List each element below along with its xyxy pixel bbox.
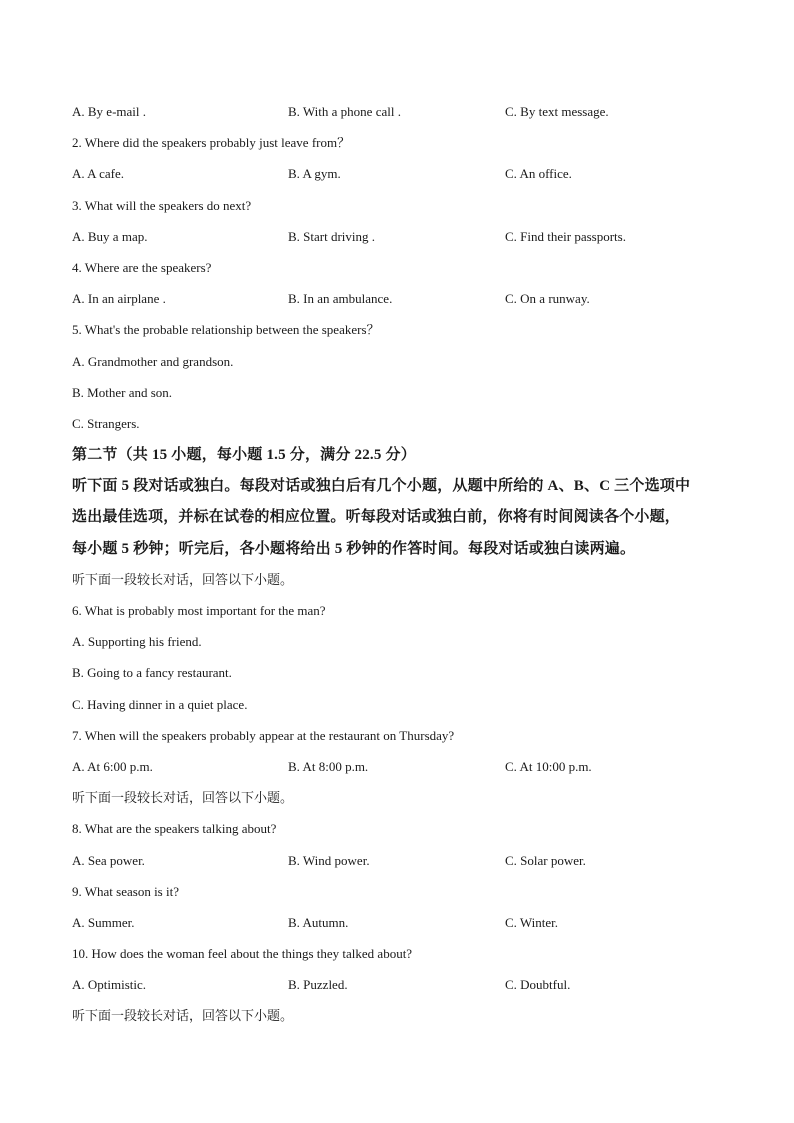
q8-question: 8. What are the speakers talking about? (72, 821, 277, 837)
q3-option-a: A. Buy a map. (72, 228, 148, 244)
q4-options (72, 289, 732, 320)
q1-option-a: A. By e-mail . (72, 104, 147, 119)
section2-directions-line-3: 每小题 5 秒钟；听完后，各小题将给出 5 秒钟的作答时间。每段对话或独白读两遍。 (72, 540, 636, 557)
q5-option-a: A. Grandmother and grandson. (72, 353, 234, 369)
q10-options (72, 975, 732, 1006)
q8-option-a: A. Sea power. (72, 852, 145, 868)
q7-option-a: A. At 6:00 p.m. (72, 758, 153, 774)
q6-option-b: B. Going to a fancy restaurant. (72, 665, 232, 681)
q3-option-c: C. Find their passports. (505, 228, 626, 244)
q10-option-a: A. Optimistic. (72, 977, 147, 993)
q7-options (72, 757, 732, 788)
q8-options (72, 851, 732, 882)
dialogue-instruction-3: 听下面一段较长对话，回答以下小题。 (72, 1008, 294, 1024)
exam-page (72, 102, 732, 1038)
q4-question: 4. Where are the speakers? (72, 259, 212, 275)
q8-option-b: B. Wind power. (288, 852, 370, 868)
q6-option-c: C. Having dinner in a quiet place. (72, 696, 248, 712)
q2-options (72, 164, 732, 195)
q5-option-c: C. Strangers. (72, 415, 140, 431)
q1-option-c: C. By text message. (505, 104, 609, 119)
q9-option-c: C. Winter. (505, 914, 559, 930)
section2-directions-line-2: 选出最佳选项，并标在试卷的相应位置。听每段对话或独白前，你将有时间阅读各个小题， (72, 509, 681, 526)
q1-options (72, 102, 732, 133)
section2-directions-line-1: 听下面 5 段对话或独白。每段对话或独白后有几个小题，从题中所给的 A、B、C 三个选项中 (72, 478, 691, 495)
q9-option-b: B. Autumn. (288, 914, 349, 930)
q6-question: 6. What is probably most important for the man? (72, 603, 326, 618)
q1-option-b: B. With a phone call . (288, 104, 401, 119)
dialogue-instruction-2: 听下面一段较长对话，回答以下小题。 (72, 790, 294, 806)
q4-option-a: A. In an airplane . (72, 291, 166, 307)
q2-option-c: C. An office. (505, 166, 572, 182)
q10-question: 10. How does the woman feel about the things they talked about? (72, 946, 413, 962)
q5-question: 5. What's the probable relationship between the speakers？ (72, 322, 380, 338)
q9-option-a: A. Summer. (72, 914, 135, 930)
q5-option-b: B. Mother and son. (72, 384, 173, 400)
q8-option-c: C. Solar power. (505, 852, 586, 868)
q3-options (72, 227, 732, 258)
q7-question: 7. When will the speakers probably appear at the restaurant on Thursday? (72, 727, 455, 743)
q7-option-b: B. At 8:00 p.m. (288, 758, 369, 774)
q7-option-c: C. At 10:00 p.m. (505, 758, 592, 774)
q3-option-b: B. Start driving . (288, 228, 376, 244)
section2-heading: 第二节（共 15 小题，每小题 1.5 分，满分 22.5 分） (72, 447, 416, 464)
dialogue-instruction-1: 听下面一段较长对话，回答以下小题。 (72, 571, 294, 587)
q3-question: 3. What will the speakers do next? (72, 197, 252, 213)
q4-option-b: B. In an ambulance. (288, 291, 393, 307)
q2-option-b: B. A gym. (288, 166, 341, 182)
q10-option-b: B. Puzzled. (288, 977, 348, 993)
q9-question: 9. What season is it? (72, 883, 179, 899)
q2-question: 2. Where did the speakers probably just leave from？ (72, 135, 351, 151)
q10-option-c: C. Doubtful. (505, 977, 571, 993)
q2-option-a: A. A cafe. (72, 166, 124, 182)
q4-option-c: C. On a runway. (505, 291, 590, 307)
q9-options (72, 913, 732, 944)
q6-option-a: A. Supporting his friend. (72, 634, 202, 650)
